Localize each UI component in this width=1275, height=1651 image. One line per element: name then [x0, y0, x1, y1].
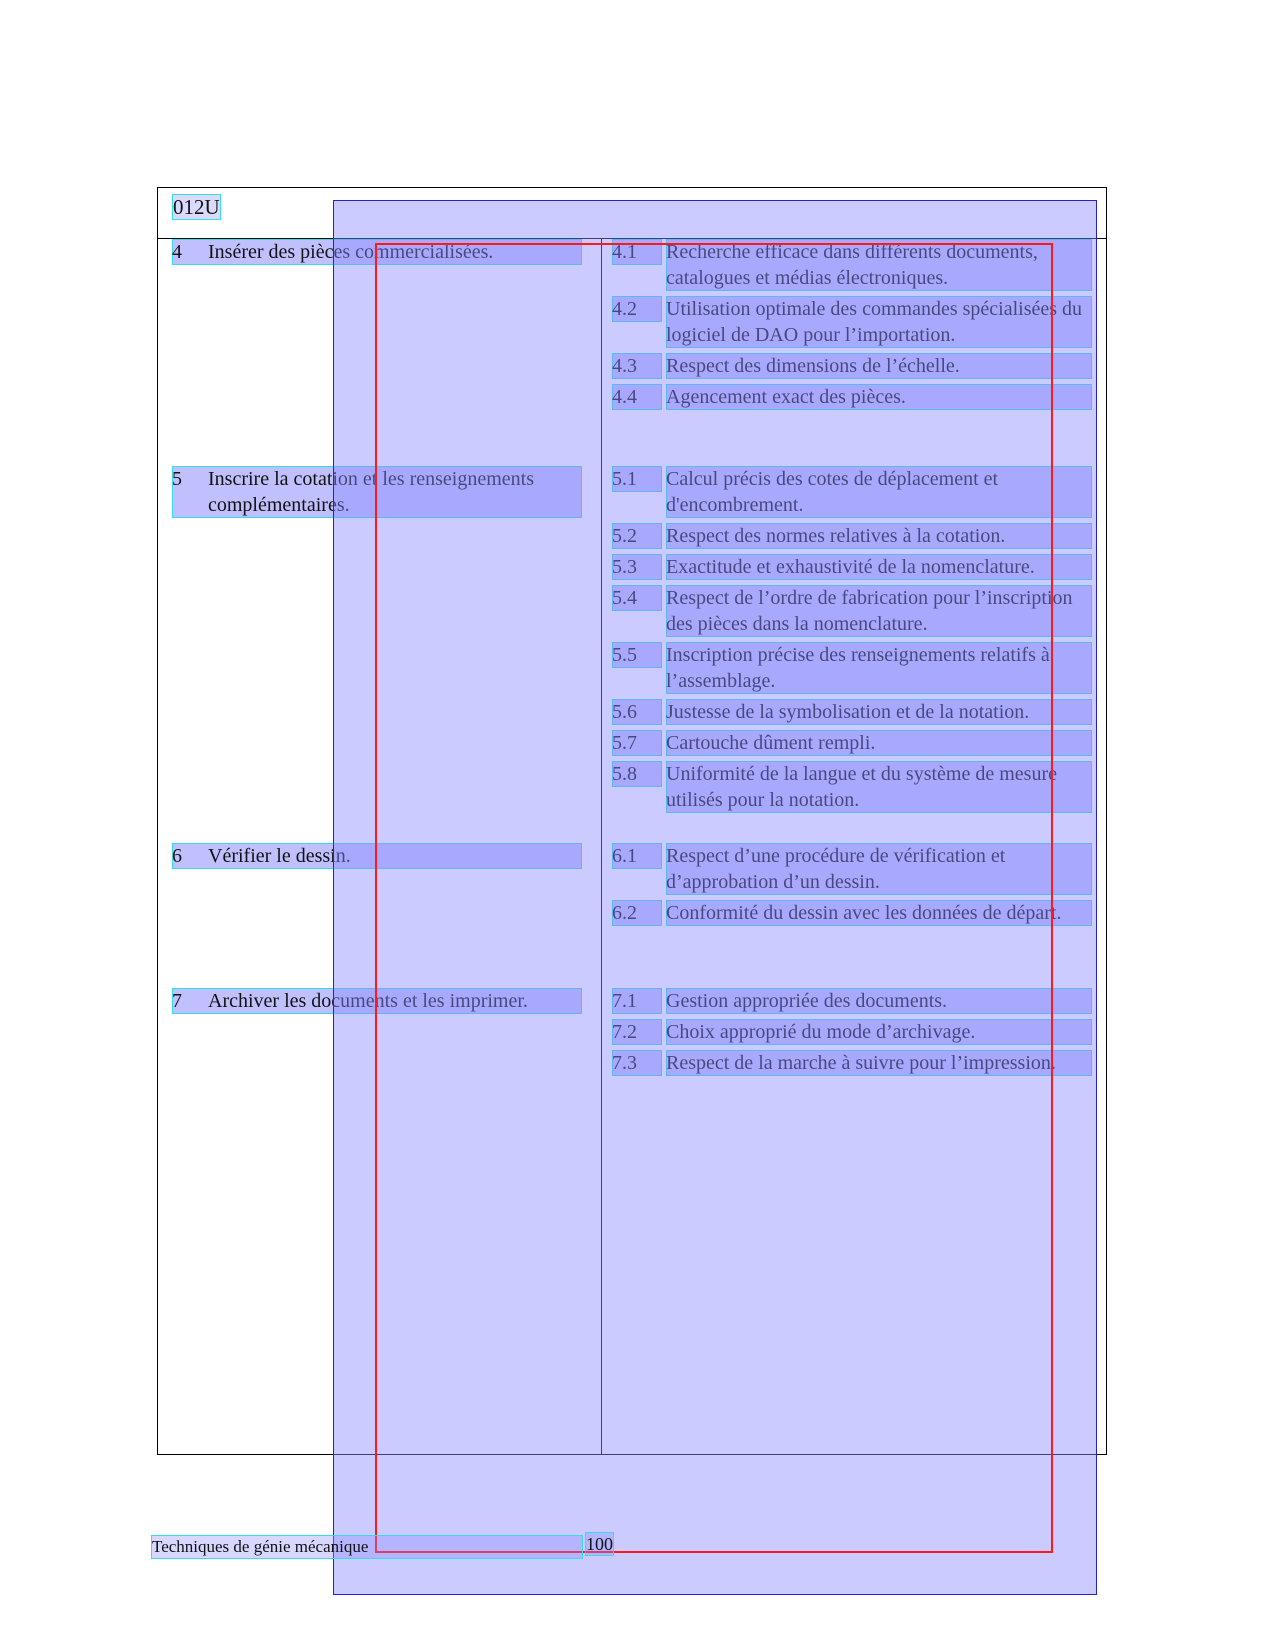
criterion — [612, 466, 1092, 518]
criterion — [612, 296, 1092, 348]
element-number: 4 — [172, 241, 182, 263]
criterion-number: 4.4 — [612, 384, 662, 410]
criterion — [612, 843, 1092, 895]
criteria-list — [612, 239, 1092, 415]
criterion — [612, 523, 1092, 549]
criterion-number: 5.6 — [612, 699, 662, 725]
criterion-number: 4.1 — [612, 239, 662, 265]
criterion-number: 5.5 — [612, 642, 662, 668]
criterion-text: Justesse de la symbolisation et de la notation. — [666, 699, 1092, 725]
criterion-text: Respect de l’ordre de fabrication pour l’inscription des pièces dans la nomenclature. — [666, 585, 1092, 637]
criterion — [612, 384, 1092, 410]
criterion-number: 5.1 — [612, 466, 662, 492]
criteria-list — [612, 466, 1092, 818]
criterion-number: 4.2 — [612, 296, 662, 322]
competency-element — [172, 239, 582, 265]
criterion-number: 6.2 — [612, 900, 662, 926]
element-number: 6 — [172, 845, 182, 867]
criterion-text: Inscription précise des renseignements relatifs à l’assemblage. — [666, 642, 1092, 694]
criterion-number: 4.3 — [612, 353, 662, 379]
criterion — [612, 1050, 1092, 1076]
element-text: Vérifier le dessin. — [208, 845, 351, 867]
criterion-text: Cartouche dûment rempli. — [666, 730, 1092, 756]
element-text: Archiver les documents et les imprimer. — [208, 990, 528, 1012]
element-number: 5 — [172, 468, 182, 490]
competency-code: 012U — [173, 195, 220, 219]
criterion-text: Exactitude et exhaustivité de la nomenclature. — [666, 554, 1092, 580]
criterion-text: Recherche efficace dans différents documents, catalogues et médias électroniques. — [666, 239, 1092, 291]
column-divider — [601, 238, 602, 1454]
competency-element — [172, 466, 582, 518]
element-number: 7 — [172, 990, 182, 1012]
criterion-number: 5.8 — [612, 761, 662, 787]
criterion — [612, 642, 1092, 694]
criterion-text: Conformité du dessin avec les données de départ. — [666, 900, 1092, 926]
criterion — [612, 761, 1092, 813]
criterion — [612, 554, 1092, 580]
criterion — [612, 585, 1092, 637]
criteria-list — [612, 988, 1092, 1081]
criterion-number: 5.7 — [612, 730, 662, 756]
criterion-number: 7.1 — [612, 988, 662, 1014]
criterion-number: 5.4 — [612, 585, 662, 611]
element-text: Inscrire la cotation et les renseignements complémentaires. — [208, 468, 534, 516]
criterion-text: Respect d’une procédure de vérification et d’approbation d’un dessin. — [666, 843, 1092, 895]
criterion-number: 5.3 — [612, 554, 662, 580]
criterion-text: Uniformité de la langue et du système de mesure utilisés pour la notation. — [666, 761, 1092, 813]
element-text: Insérer des pièces commercialisées. — [208, 241, 494, 263]
criterion — [612, 239, 1092, 291]
criterion — [612, 730, 1092, 756]
criterion-text: Calcul précis des cotes de déplacement et d'encombrement. — [666, 466, 1092, 518]
criterion — [612, 988, 1092, 1014]
criterion-text: Respect des dimensions de l’échelle. — [666, 353, 1092, 379]
criterion — [612, 699, 1092, 725]
criteria-list — [612, 843, 1092, 931]
competency-element — [172, 988, 582, 1014]
criterion-number: 7.2 — [612, 1019, 662, 1045]
criterion-number: 6.1 — [612, 843, 662, 869]
competency-element — [172, 843, 582, 869]
criterion-text: Respect des normes relatives à la cotation. — [666, 523, 1092, 549]
criterion-number: 5.2 — [612, 523, 662, 549]
criterion — [612, 1019, 1092, 1045]
criterion-text: Utilisation optimale des commandes spécialisées du logiciel de DAO pour l’importation. — [666, 296, 1092, 348]
criterion-text: Gestion appropriée des documents. — [666, 988, 1092, 1014]
criterion-number: 7.3 — [612, 1050, 662, 1076]
criterion — [612, 900, 1092, 926]
table-header — [158, 188, 1106, 239]
criterion-text: Choix approprié du mode d’archivage. — [666, 1019, 1092, 1045]
criterion-text: Agencement exact des pièces. — [666, 384, 1092, 410]
footer-program: Techniques de génie mécanique — [152, 1536, 582, 1558]
criterion-text: Respect de la marche à suivre pour l’impression. — [666, 1050, 1092, 1076]
page-number: 100 — [586, 1534, 613, 1554]
criterion — [612, 353, 1092, 379]
